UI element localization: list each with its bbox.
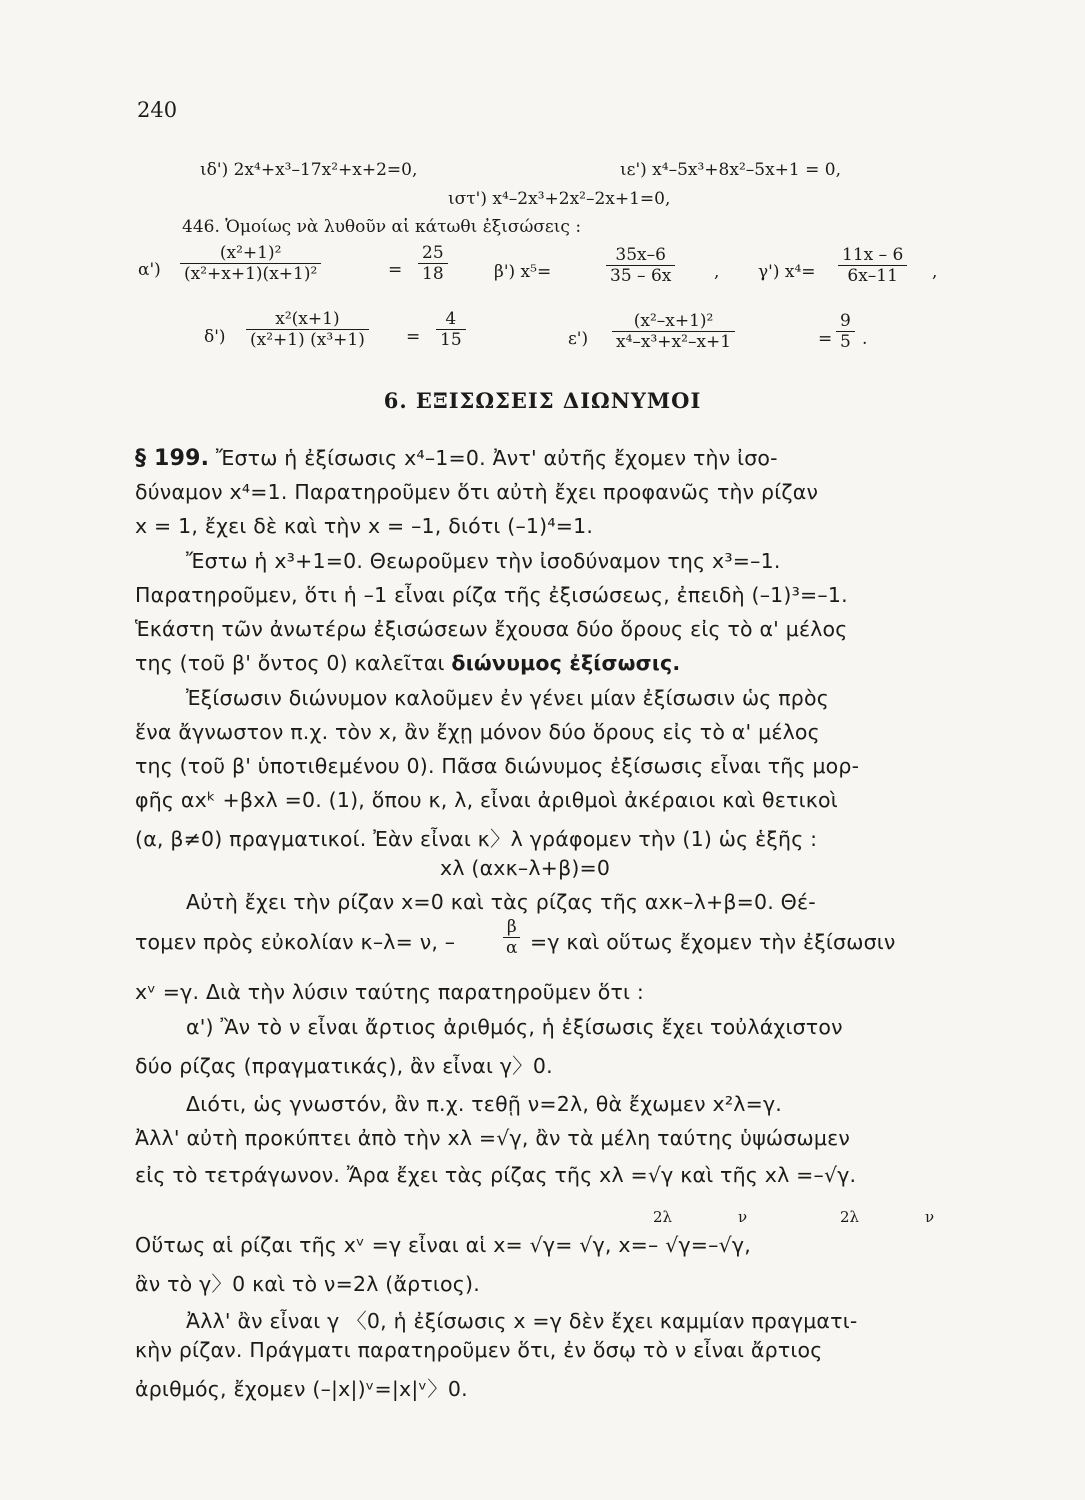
body-line-5: Παρατηροῦμεν, ὅτι ἡ –1 εἶναι ρίζα τῆς ἐξισώσεως, ἐπειδὴ (–1)³=–1. [135,583,848,607]
eq-a-numerator: (x²+1)² [219,243,282,263]
body-line-15a: τομεν πρὸς εὐκολίαν κ–λ= ν, – [135,930,456,954]
eq-c-fraction [838,245,907,286]
body-line-25: κὴν ρίζαν. Πράγματι παρατηροῦμεν ὅτι, ἐν ὅσῳ τὸ ν εἶναι ἄρτιος [135,1338,823,1362]
body-line-19: Διότι, ὡς γνωστόν, ἂν π.χ. τεθῇ ν=2λ, θὰ ἔχωμεν x²λ=γ. [186,1092,783,1116]
root-index-4: ν [925,1208,935,1226]
eq-a-rhs-num: 25 [422,243,444,263]
body-line-1-text: Ἔστω ἡ ἐξίσωσις x⁴–1=0. Ἀντ' αὐτῆς ἔχομεν τὴν ἰσο- [215,446,778,470]
root-index-1: 2λ [653,1208,673,1226]
body-line-23: ἂν τὸ γ〉0 καὶ τὸ ν=2λ (ἄρτιος). [135,1272,480,1296]
eq-c-label: γ') x⁴= [758,262,816,282]
eq-c-denominator: 6x–11 [838,265,907,286]
body-line-15b: =γ καὶ οὕτως ἔχομεν τὴν ἐξίσωσιν [530,930,896,954]
body-line-3: x = 1, ἔχει δὲ καὶ τὴν x = –1, διότι (–1)⁴=1. [135,514,594,538]
eq-d-numerator: x²(x+1) [275,309,340,329]
eq-b-label: β') x⁵= [494,262,552,282]
eq-a-denominator: (x²+x+1)(x+1)² [180,263,321,284]
eq-b-denominator: 35 – 6x [606,265,675,286]
eq-e-rhs [836,311,855,352]
eq-a-rhs [418,243,448,284]
eq-e-label: ε') [568,329,589,349]
section-number: § 199. [135,446,210,471]
body-line-26: ἀριθμός, ἔχομεν (–|x|)ᵛ=|x|ᵛ〉0. [135,1377,468,1401]
beta-over-alpha-fraction [503,917,520,958]
body-line-11: φῆς αxᵏ +βxλ =0. (1), ὅπου κ, λ, εἶναι ἀριθμοὶ ἀκέραιοι καὶ θετικοὶ [135,788,838,812]
eq-d-rhs-den: 15 [436,329,466,350]
body-line-4: Ἔστω ἡ x³+1=0. Θεωροῦμεν τὴν ἰσοδύναμον της x³=–1. [186,549,781,573]
eq-e-rhs-num: 9 [840,311,851,331]
eq-b-numerator: 35x–6 [615,245,666,265]
page-number: 240 [137,98,178,122]
body-line-7-text: της (τοῦ β' ὄντος 0) καλεῖται [135,651,445,675]
body-line-14: Αὐτὴ ἔχει τὴν ρίζαν x=0 καὶ τὰς ρίζας τῆς αxκ–λ+β=0. Θέ- [186,890,816,914]
fraction-beta: β [506,917,517,937]
body-line-6: Ἑκάστη τῶν ἀνωτέρω ἐξισώσεων ἔχουσα δύο ὅρους εἰς τὸ α' μέλος [135,617,848,641]
eq-e-numerator: (x²–x+1)² [633,311,714,331]
eq-a-fraction [180,243,321,284]
eq-c-numerator: 11x – 6 [842,245,904,265]
body-line-1 [135,446,778,471]
eq-b-fraction [606,245,675,286]
eq-e-fraction [612,311,735,352]
eq-d-rhs-num: 4 [445,309,457,329]
eq-d-denominator: (x²+1) (x³+1) [246,329,369,350]
eq-a-equals: = [388,260,403,280]
eq-d-label: δ') [204,327,226,347]
body-line-10: της (τοῦ β' ὑποτιθεμένου 0). Πᾶσα διώνυμος ἐξίσωσις εἶναι τῆς μορ- [135,754,860,778]
eq-d-fraction [246,309,369,350]
root-index-3: 2λ [840,1208,860,1226]
exercise-iota-delta: ιδ') 2x⁴+x³–17x²+x+2=0, [200,160,418,180]
body-line-16: xᵛ =γ. Διὰ τὴν λύσιν ταύτης παρατηροῦμεν ὅτι : [135,980,644,1004]
fraction-alpha: α [503,937,520,958]
body-line-7 [135,651,680,675]
body-line-13-formula: xλ (αxκ–λ+β)=0 [440,856,611,880]
exercise-446-heading: 446. Ὁμοίως νὰ λυθοῦν αἱ κάτωθι ἐξισώσεις : [182,217,582,237]
eq-e-denominator: x⁴–x³+x²–x+1 [612,331,735,352]
eq-a-rhs-den: 18 [418,263,448,284]
eq-d-equals: = [406,327,421,347]
eq-a-label: α') [138,260,161,280]
body-line-9: ἕνα ἄγνωστον π.χ. τὸν x, ἂν ἔχῃ μόνον δύο ὅρους εἰς τὸ α' μέλος [135,720,820,744]
eq-b-comma: , [714,262,720,282]
root-index-2: ν [738,1208,748,1226]
eq-d-rhs [436,309,466,350]
body-line-22: Οὕτως αἱ ρίζαι τῆς xᵛ =γ εἶναι αἱ x= √γ= √γ, x=– √γ=–√γ, [135,1233,751,1257]
body-line-12: (α, β≠0) πραγματικοί. Ἐὰν εἶναι κ〉λ γράφομεν τὴν (1) ὡς ἑξῆς : [135,827,818,851]
body-line-8: Ἐξίσωσιν διώνυμον καλοῦμεν ἐν γένει μίαν ἐξίσωσιν ὡς πρὸς [186,686,829,710]
section-heading: 6. ΕΞΙΣΩΣΕΙΣ ΔΙΩΝΥΜΟΙ [383,388,702,413]
body-line-24: Ἀλλ' ἂν εἶναι γ 〈0, ἡ ἐξίσωσις x =γ δὲν ἔχει καμμίαν πραγματι- [186,1309,858,1333]
body-line-20: Ἀλλ' αὐτὴ προκύπτει ἀπὸ τὴν xλ =√γ, ἂν τὰ μέλη ταύτης ὑψώσωμεν [135,1126,851,1150]
body-line-21: εἰς τὸ τετράγωνον. Ἄρα ἔχει τὰς ρίζας τῆς xλ =√γ καὶ τῆς xλ =–√γ. [135,1163,857,1187]
eq-e-rhs-den: 5 [836,331,855,352]
body-line-18: δύο ρίζας (πραγματικάς), ἂν εἶναι γ〉0. [135,1054,553,1078]
body-line-2: δύναμον x⁴=1. Παρατηροῦμεν ὅτι αὐτὴ ἔχει προφανῶς τὴν ρίζαν [135,480,819,504]
eq-e-period: . [862,329,868,349]
term-binomial-equation: διώνυμος ἐξίσωσις. [451,651,681,675]
eq-e-equals: = [818,329,833,349]
exercise-iota-epsilon: ιε') x⁴–5x³+8x²–5x+1 = 0, [620,160,841,180]
body-line-17: α') Ἂν τὸ ν εἶναι ἄρτιος ἀριθμός, ἡ ἐξίσωσις ἔχει τοὐλάχιστον [186,1015,843,1039]
eq-c-comma: , [932,262,938,282]
exercise-iota-st: ιστ') x⁴–2x³+2x²–2x+1=0, [448,189,671,209]
